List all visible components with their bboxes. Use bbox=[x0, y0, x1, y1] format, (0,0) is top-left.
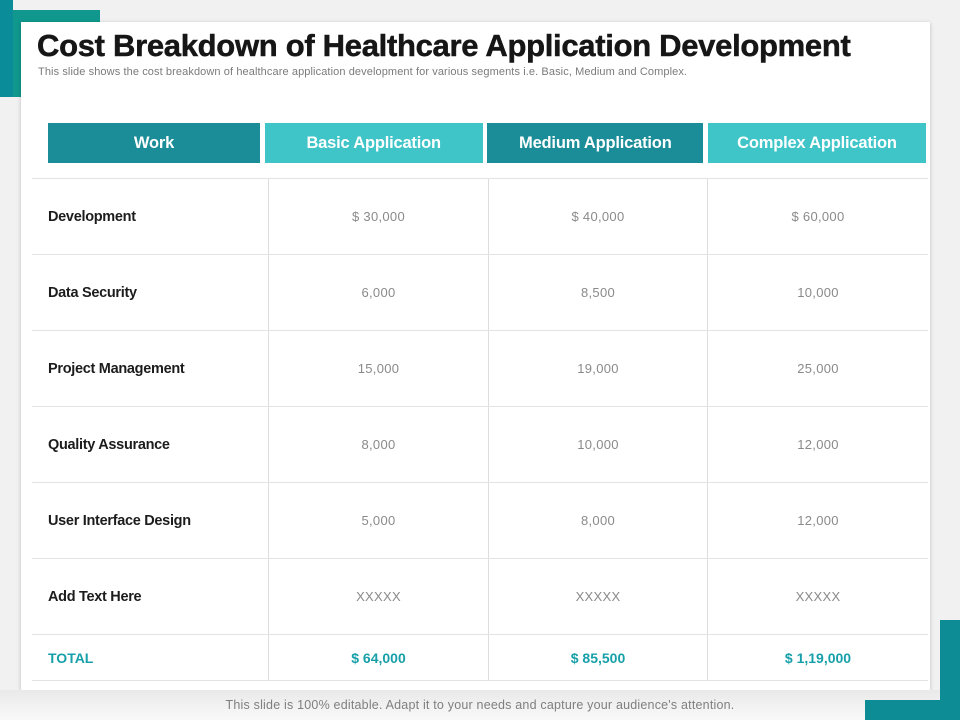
slide-subtitle: This slide shows the cost breakdown of healthcare application development for various segments i.e. Basic, Medium and Complex. bbox=[38, 66, 688, 78]
total-value-basic: $ 64,000 bbox=[268, 635, 488, 680]
row-label: Add Text Here bbox=[48, 588, 142, 605]
column-header-complex: Complex Application bbox=[708, 123, 926, 163]
footer-note: This slide is 100% editable. Adapt it to your needs and capture your audience's attention. bbox=[225, 698, 735, 712]
footer-band bbox=[0, 690, 960, 720]
bottom-right-accent-bar-horizontal bbox=[865, 700, 960, 720]
page-title: Cost Breakdown of Healthcare Application Development bbox=[37, 28, 851, 63]
column-header-medium: Medium Application bbox=[487, 123, 703, 163]
cost-table bbox=[32, 178, 928, 681]
row-value-basic: XXXXX bbox=[268, 559, 488, 634]
column-header-work: Work bbox=[48, 123, 260, 163]
row-value-basic: $ 30,000 bbox=[268, 179, 488, 254]
table-row bbox=[32, 407, 928, 483]
row-label: Project Management bbox=[48, 360, 185, 377]
top-left-accent-bar bbox=[0, 0, 13, 97]
table-row bbox=[32, 331, 928, 407]
table-row bbox=[32, 255, 928, 331]
total-label: TOTAL bbox=[48, 649, 94, 666]
row-value-basic: 6,000 bbox=[268, 255, 488, 330]
table-row bbox=[32, 559, 928, 635]
row-value-medium: XXXXX bbox=[488, 559, 707, 634]
row-value-complex: $ 60,000 bbox=[707, 179, 928, 254]
row-value-basic: 5,000 bbox=[268, 483, 488, 558]
table-row bbox=[32, 483, 928, 559]
row-value-complex: 12,000 bbox=[707, 483, 928, 558]
row-label: User Interface Design bbox=[48, 512, 191, 529]
table-row bbox=[32, 179, 928, 255]
row-value-basic: 15,000 bbox=[268, 331, 488, 406]
row-label: Development bbox=[48, 208, 136, 225]
row-label: Quality Assurance bbox=[48, 436, 170, 453]
row-value-medium: 10,000 bbox=[488, 407, 707, 482]
row-value-complex: 10,000 bbox=[707, 255, 928, 330]
row-value-medium: 8,500 bbox=[488, 255, 707, 330]
total-value-medium: $ 85,500 bbox=[488, 635, 707, 680]
row-value-complex: 25,000 bbox=[707, 331, 928, 406]
table-total-row bbox=[32, 635, 928, 681]
column-header-basic: Basic Application bbox=[265, 123, 483, 163]
row-value-complex: 12,000 bbox=[707, 407, 928, 482]
slide-card bbox=[21, 22, 930, 690]
row-value-basic: 8,000 bbox=[268, 407, 488, 482]
row-value-medium: 19,000 bbox=[488, 331, 707, 406]
row-value-complex: XXXXX bbox=[707, 559, 928, 634]
row-value-medium: 8,000 bbox=[488, 483, 707, 558]
total-value-complex: $ 1,19,000 bbox=[707, 635, 928, 680]
row-value-medium: $ 40,000 bbox=[488, 179, 707, 254]
table-header-row bbox=[48, 123, 926, 163]
row-label: Data Security bbox=[48, 284, 137, 301]
